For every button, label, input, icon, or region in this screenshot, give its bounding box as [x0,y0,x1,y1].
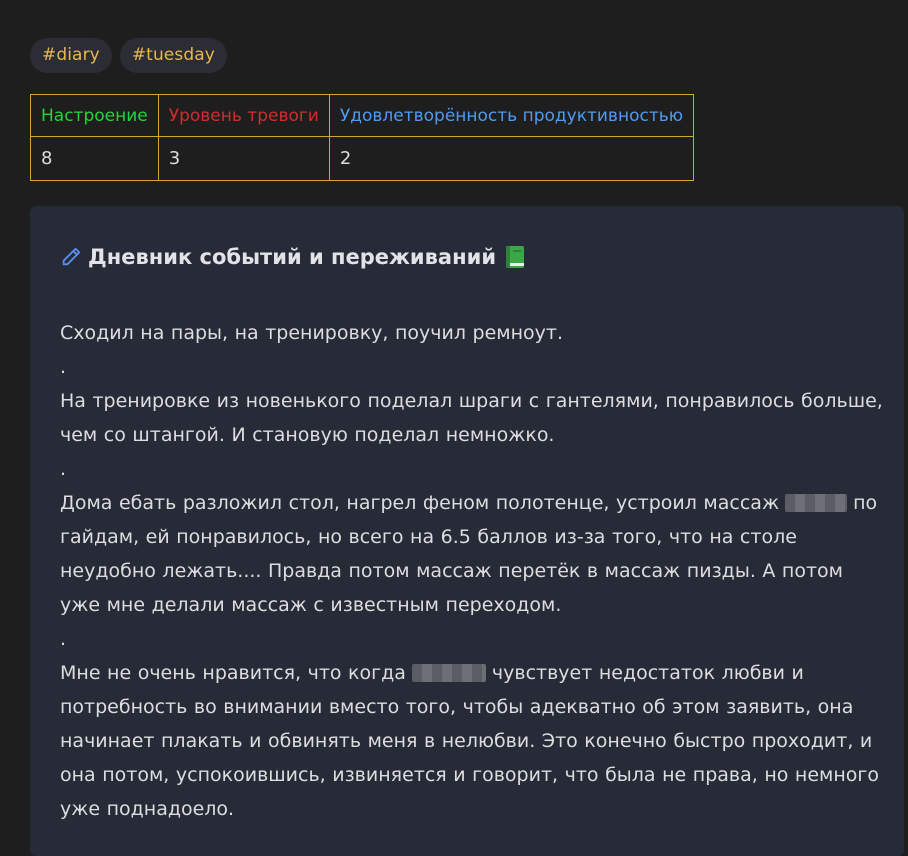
paragraph-4-end: чувствует недостаток любви и потребность во внимании вместо того, чтобы адекватно об этом заявить, она начинает плакать и обвинять меня в нелюбви. Это конечно быстро проходит, и она потом, успокоившись, извиняется и говорит, что была не права, но немного уже поднадоело. [60,662,880,820]
paragraph-3-start: Дома ебать разложил стол, нагрел феном полотенце, устроил массаж [60,492,780,514]
green-book-icon [504,245,526,269]
separator-3: . [60,628,67,650]
stats-table [30,94,694,181]
separator-2: . [60,458,67,480]
paragraph-3 [60,486,886,622]
callout-body [60,316,886,826]
cell-mood-value: 8 [31,137,159,181]
diary-callout [30,206,904,856]
paragraph-3-end: по гайдам, ей понравилось, но всего на 6.5 баллов из-за того, что на столе неудобно лежать.... Правда потом массаж перетёк в массаж пизды. А потом уже мне делали массаж с известным переходом. [60,492,878,616]
callout-title-text: Дневник событий и переживаний [88,245,497,269]
header-productivity: Удовлетворённость продуктивностью [329,95,693,137]
separator-1: . [60,356,67,378]
cell-productivity-value: 2 [329,137,693,181]
header-mood: Настроение [31,95,159,137]
tag-diary[interactable]: #diary [30,38,112,73]
table-row [31,137,694,181]
pencil-icon [60,246,82,268]
paragraph-2: На тренировке из новенького поделал шраги с гантелями, понравилось больше, чем со штангой. И становую поделал немножко. [60,390,883,446]
redacted-name [785,494,847,512]
tag-tuesday[interactable]: #tuesday [120,38,227,73]
redacted-name [412,664,486,682]
header-anxiety: Уровень тревоги [158,95,329,137]
table-header-row [31,95,694,137]
paragraph-4-start: Мне не очень нравится, что когда [60,662,406,684]
paragraph-4 [60,656,886,826]
paragraph-1: Сходил на пары, на тренировку, поучил ремноут. [60,322,564,344]
cell-anxiety-value: 3 [158,137,329,181]
tag-list [30,38,227,73]
callout-title[interactable] [60,240,886,274]
